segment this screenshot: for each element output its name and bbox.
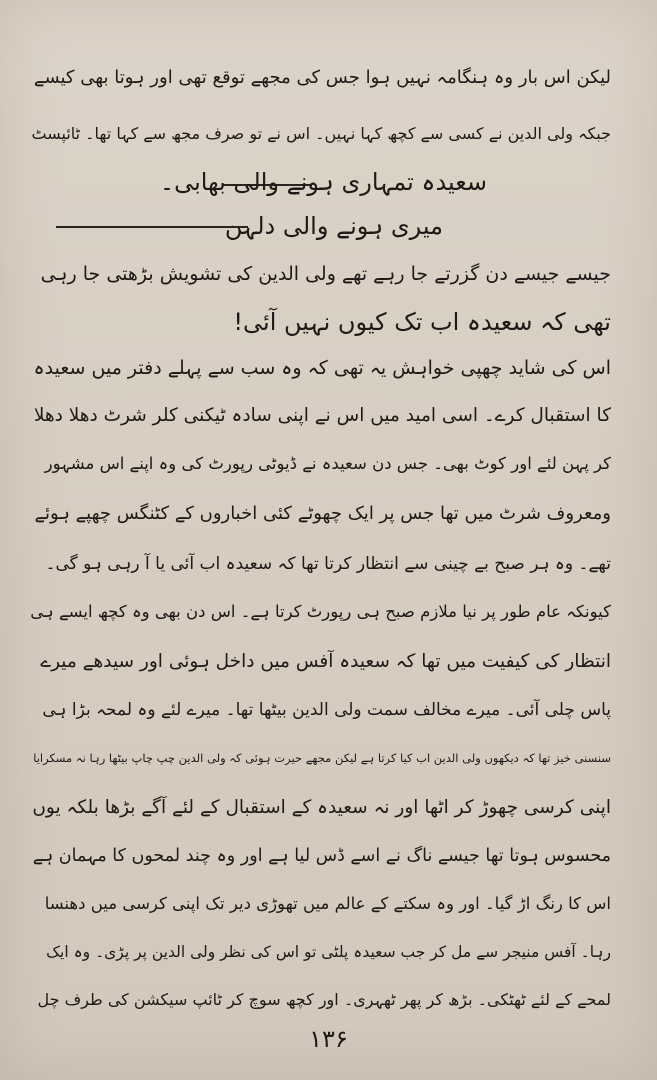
text-line-9: کر پہن لئے اور کوٹ بھی۔ جس دن سعیدہ نے ڈیوٹی رپورٹ کی وہ اپنے اس مشہور (44, 454, 611, 473)
text-line-12: کیونکہ عام طور پر نیا ملازم صبح ہی رپورٹ کرتا ہے۔ اس دن بھی وہ کچھ ایسے ہی (30, 602, 611, 621)
text-line-19: رہا۔ آفس منیجر سے مل کر جب سعیدہ پلٹی تو اس کی نظر ولی الدین پر پڑی۔ وہ ایک (46, 943, 611, 961)
dash-rule-2 (56, 226, 248, 228)
text-line-20: لمحے کے لئے ٹھٹکی۔ بڑھ کر پھر ٹھہری۔ اور کچھ سوچ کر ٹائپ سیکشن کی طرف چل (37, 990, 611, 1009)
text-line-8: کا استقبال کرے۔ اسی امید میں اس نے اپنی سادہ ٹیکنی کلر شرٹ دھلا دھلا (33, 405, 611, 426)
text-line-15: سنسنی خیز تھا کہ دیکھوں ولی الدین اب کیا کرتا ہے لیکن مجھے حیرت ہوئی کہ ولی الدین چپ چاپ بیٹھا رہا نہ مسکرایا (33, 751, 611, 765)
text-line-11: تھے۔ وہ ہر صبح بے چینی سے انتظار کرتا تھا کہ سعیدہ اب آئی یا آ رہی ہو گی۔ (45, 554, 611, 574)
text-line-7: اس کی شاید چھپی خواہش یہ تھی کہ وہ سب سے پہلے دفتر میں سعیدہ (33, 357, 611, 379)
page-number: ۱۳۶ (309, 1025, 348, 1053)
text-line-18: اس کا رنگ اڑ گیا۔ اور وہ سکتے کے عالم میں تھوڑی دیر تک اپنی کرسی میں دھنسا (44, 894, 611, 913)
text-line-13: انتظار کی کیفیت میں تھا کہ سعیدہ آفس میں داخل ہوئی اور سیدھے میرے (40, 651, 611, 672)
text-line-14: پاس چلی آئی۔ میرے مخالف سمت ولی الدین بیٹھا تھا۔ میرے لئے وہ لمحہ بڑا ہی (42, 700, 611, 720)
text-line-10: ومعروف شرٹ میں تھا جس پر ایک چھوٹے کئی اخباروں کے کٹنگس چھپے ہوئے (34, 503, 611, 524)
text-line-1: لیکن اس بار وہ ہنگامہ نہیں ہوا جس کی مجھے توقع تھی اور ہوتا بھی کیسے (33, 67, 611, 88)
text-line-6: تھی کہ سعیدہ اب تک کیوں نہیں آئی! (233, 308, 611, 336)
text-line-17: محسوس ہوتا تھا جیسے ناگ نے اسے ڈس لیا ہے اور وہ چند لمحوں کا مہمان ہے (32, 846, 611, 866)
text-line-2: جبکہ ولی الدین نے کسی سے کچھ کہا نہیں۔ اس نے تو صرف مجھ سے کہا تھا۔ ٹائپسٹ (31, 124, 611, 143)
text-line-4: میری ہونے والی دلہن (224, 212, 443, 240)
text-line-5: جیسے جیسے دن گزرتے جا رہے تھے ولی الدین کی تشویش بڑھتی جا رہی (40, 263, 611, 285)
text-line-16: اپنی کرسی چھوڑ کر اٹھا اور نہ سعیدہ کے استقبال کے لئے آگے بڑھا بلکہ یوں (32, 797, 611, 818)
text-line-3: سعیدہ تمہاری ہونے والی بھابی۔ (160, 168, 487, 196)
